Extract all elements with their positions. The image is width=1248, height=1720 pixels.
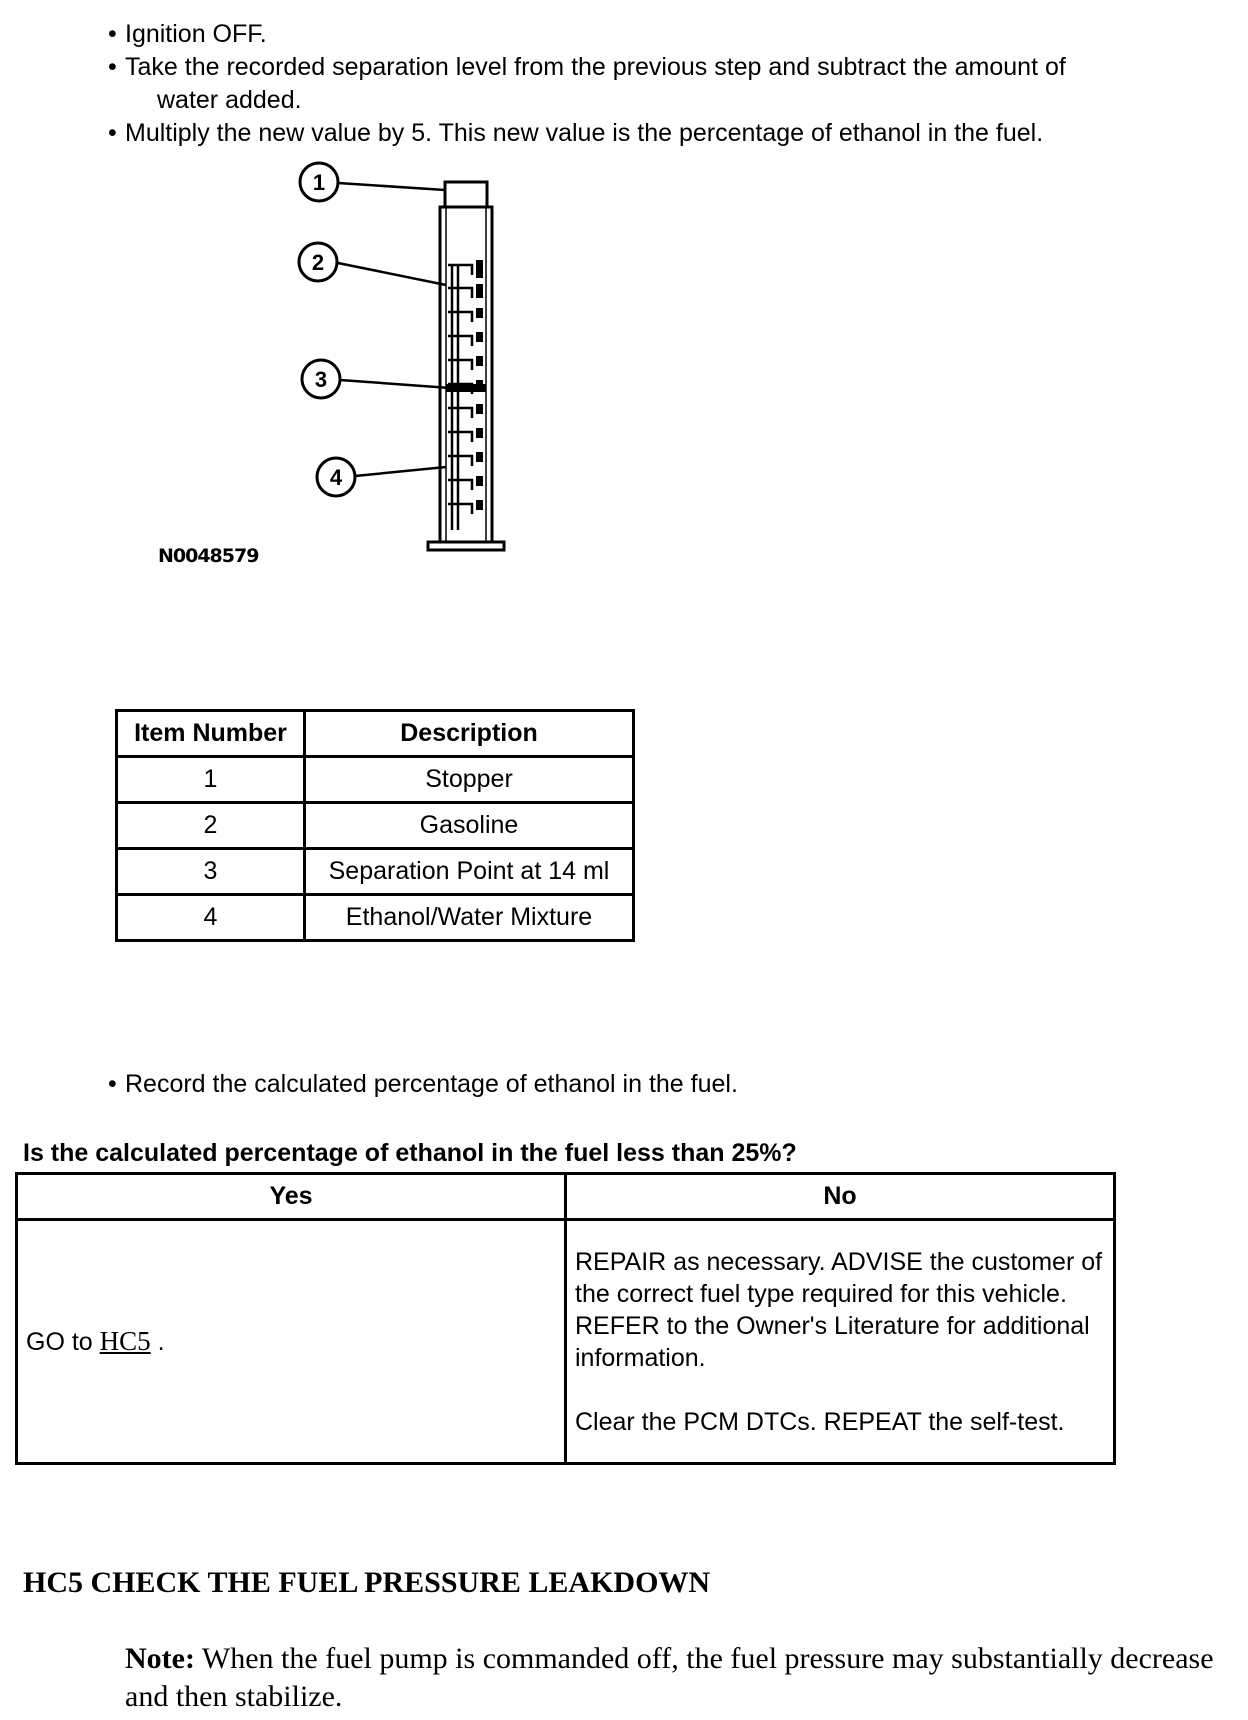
callout-2: [299, 243, 337, 281]
step-ignition-off: • Ignition OFF.: [108, 18, 267, 51]
no-instruction-repair: REPAIR as necessary. ADVISE the customer of the correct fuel type required for this vehicle. REFER to the Owner's Literature for additional information.: [575, 1247, 1103, 1372]
item-description: Ethanol/Water Mixture: [305, 895, 634, 941]
stopper-shape: [445, 182, 487, 207]
decision-header-row: [17, 1174, 1115, 1220]
table-row: [117, 757, 634, 803]
no-cell: [566, 1220, 1115, 1464]
callout-1: [300, 163, 338, 201]
svg-text:4: 4: [329, 465, 343, 490]
no-instruction-clear: Clear the PCM DTCs. REPEAT the self-test.: [575, 1407, 1065, 1436]
table-header-row: [117, 711, 634, 757]
note-text: When the fuel pump is commanded off, the fuel pressure may substantially decrease and then stabilize.: [125, 1642, 1214, 1713]
decision-body-row: [17, 1220, 1115, 1464]
item-description: Gasoline: [305, 803, 634, 849]
bullet-icon: •: [108, 119, 117, 147]
note-label: Note:: [125, 1642, 195, 1675]
no-header: No: [566, 1174, 1115, 1220]
item-number: 4: [117, 895, 305, 941]
table-row: [117, 895, 634, 941]
decision-question: Is the calculated percentage of ethanol in the fuel less than 25%?: [23, 1139, 797, 1167]
cylinder-body: [440, 207, 492, 542]
callout-4: [317, 458, 355, 496]
yes-cell: GO to HC5 .: [17, 1220, 566, 1464]
callout-3: [302, 360, 340, 398]
header-item-number: Item Number: [117, 711, 305, 757]
header-description: Description: [305, 711, 634, 757]
item-table: [115, 709, 635, 942]
yes-header: Yes: [17, 1174, 566, 1220]
item-number: 3: [117, 849, 305, 895]
step-subtract-water: • Take the recorded separation level from the previous step and subtract the amount of: [108, 51, 1066, 84]
step-record: • Record the calculated percentage of ethanol in the fuel.: [108, 1068, 738, 1101]
bullet-icon: •: [108, 53, 117, 81]
item-number: 1: [117, 757, 305, 803]
separation-band: [446, 384, 486, 392]
section-heading: HC5 CHECK THE FUEL PRESSURE LEAKDOWN: [23, 1566, 711, 1599]
graduated-cylinder-figure: [280, 160, 520, 560]
figure-code: N0048579: [158, 545, 259, 567]
item-description: Separation Point at 14 ml: [305, 849, 634, 895]
svg-text:3: 3: [314, 367, 328, 392]
decision-table: [15, 1172, 1116, 1465]
step-multiply: • Multiply the new value by 5. This new value is the percentage of ethanol in the fuel.: [108, 117, 1043, 150]
table-row: [117, 849, 634, 895]
item-number: 2: [117, 803, 305, 849]
note: [125, 1640, 1225, 1716]
bullet-icon: •: [108, 20, 117, 48]
item-description: Stopper: [305, 757, 634, 803]
svg-text:1: 1: [312, 170, 326, 195]
bullet-icon: •: [108, 1070, 117, 1098]
cylinder-base: [428, 542, 504, 550]
svg-text:2: 2: [311, 250, 325, 275]
hc5-link[interactable]: HC5: [99, 1326, 151, 1356]
step-subtract-water-cont: water added.: [157, 86, 302, 114]
table-row: [117, 803, 634, 849]
